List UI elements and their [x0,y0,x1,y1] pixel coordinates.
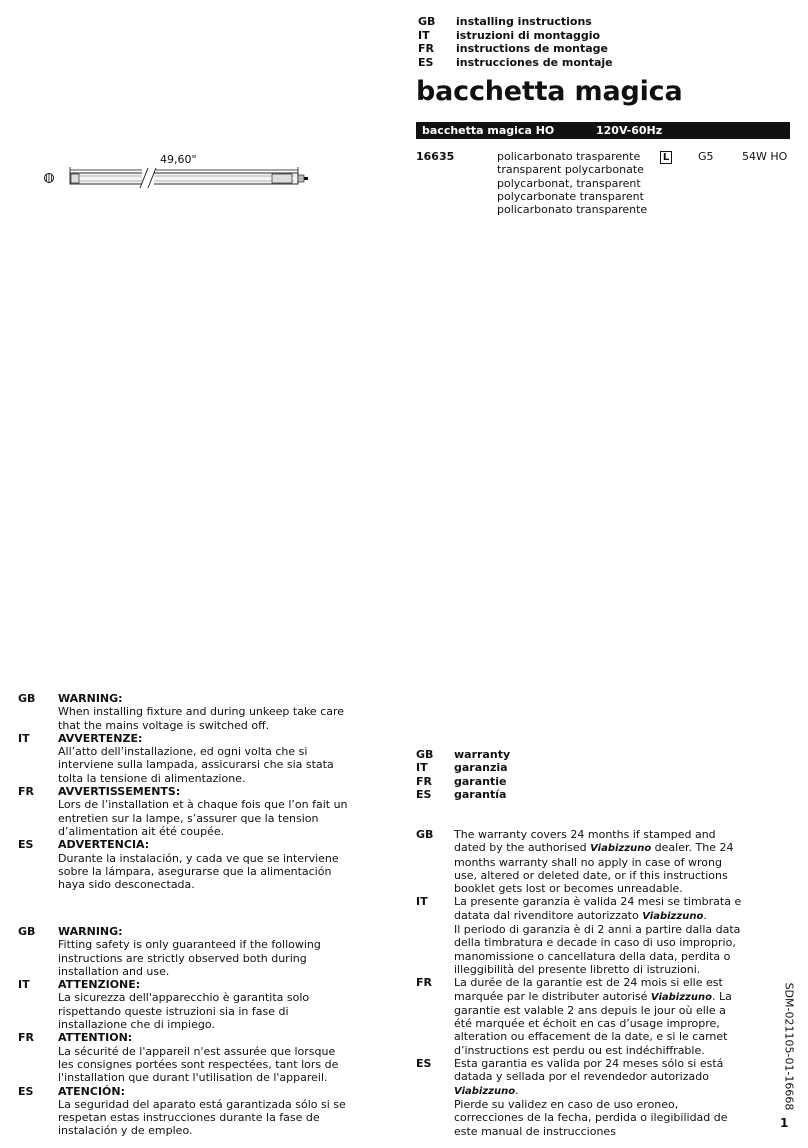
lang-row: GB installing instructions [418,15,592,28]
brand-name: Viabizzuno [650,991,712,1003]
l-box-icon: L [660,151,672,164]
material-item: polycarbonate transparent [497,189,644,203]
document-code: SDM-021105-01-16668 [782,982,796,1111]
brand-name: Viabizzuno [454,1085,516,1097]
warning-entry: ES ATENCIÓN: La seguridad del aparato está garantizada sólo si se respetan estas instrucciones durante la fase de instalación y de empleo. [18,1084,346,1138]
warranty-entry-it: IT La presente garanzia è valida 24 mesi se timbrata e datata dal rivenditore autorizzato Viabizzuno. Il periodo di garanzia è di 2 anni a partire dalla data della timbratura e decade in caso di uso improprio, manomissione o cancellatura della data, perdita o illeggibilità del presente libretto di istruzioni. [416,895,742,976]
warning-entry: ES ADVERTENCIA: Durante la instalación, y cada ve que se interviene sobre la lámpara, asegurarse que la alimentación haya sido desconectada. [18,838,339,892]
material-item: policarbonato transparente [497,203,648,217]
product-bar [416,122,790,139]
warning-block-1 [18,692,353,891]
material-item: policarbonato trasparente [497,150,641,163]
warning-entry: GB WARNING: When installing fixture and during unkeep take care that the mains voltage is switched off. [18,692,345,732]
warning-block-2 [18,925,353,1138]
product-name: bacchetta magica HO [422,124,555,137]
lang-row: ES instrucciones de montaje [418,55,613,69]
lang-row: FR instructions de montage [418,42,609,55]
lamp-power: 54W HO [742,150,788,163]
header-language-list [418,15,613,69]
warranty-text [416,828,746,1138]
material-item: polycarbonat, transparent [497,176,641,190]
dimension-label: 49,60" [160,153,197,166]
warning-entry: IT AVVERTENZE: All’atto dell’installazione, ed ogni volta che si interviene sulla lampada, assicurarsi che sia stata tolta la tensione di alimentazione. [18,731,334,785]
tube-body [70,173,298,184]
warning-entry: FR AVVERTISSEMENTS: Lors de l’installation et à chaque fois que l’on fait un entretien sur la lampe, s’assurer que la tension d’alimentation ait été coupée. [18,785,348,838]
lang-row: IT istruzioni di montaggio [418,28,601,42]
warning-entry: GB WARNING: Fitting safety is only guaranteed if the following instructions are strictly observed both during installation and use. [18,925,321,978]
brand-name: Viabizzuno [590,843,652,855]
socket-type: G5 [698,150,714,163]
warranty-entry-fr: FR La durée de la garantie est de 24 mois si elle est marquée par le distributer autorisé Viabizzuno. La garantie est valable 2 ans depuis le jour où elle a été marquée et échoit en cas d’usage impropre, alteration ou effacement de la date, e si le carnet d’instructions est perdu ou est indéchiffrable. [416,976,732,1057]
warning-entry: FR ATTENTION: La sécurité de l'appareil n'est assurée que lorsque les consignes portées sont respectées, tant lors de l'installation que durant l'utilisation de l'appareil. [18,1031,339,1085]
brand-name: Viabizzuno [642,910,704,922]
material-item: transparent polycarbonate [497,163,644,177]
fixture-drawing [40,164,315,194]
warranty-titles: GB warranty IT garanzia FR garantie ES garantía [416,748,511,801]
product-code: 16635 [416,150,455,163]
product-voltage: 120V-60Hz [596,124,663,137]
warranty-entry-gb: GB The warranty covers 24 months if stamped and dated by the authorised Viabizzuno dealer. The 24 months warranty shall no apply in case of wrong use, altered or deleted date, or if this instructions booklet gets lost or becomes unreadable. [416,828,734,896]
warning-entry: IT ATTENZIONE: La sicurezza dell'apparecchio è garantita solo rispettando queste istruzioni sia in fase di installazione che di impiego. [18,978,310,1032]
warranty-entry-es: ES Esta garantia es valida por 24 meses sólo si está datada y sellada por el revendedor autorizado Viabizzuno. Pierde su validez en caso de uso eroneo, correcciones de la fecha, perdida o ilegibilidad de este manual de instrucciones [416,1057,728,1138]
material-list [497,150,647,216]
page-title: bacchetta magica [416,76,683,107]
lamp-symbol [660,150,672,164]
page-number: 1 [780,1116,789,1130]
